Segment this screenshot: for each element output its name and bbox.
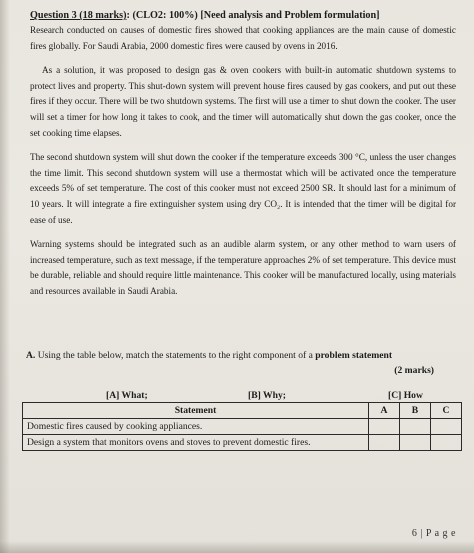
page-shadow-left xyxy=(0,0,10,553)
document-content xyxy=(20,8,456,451)
statement-cell: Domestic fires caused by cooking appliances. xyxy=(23,418,369,434)
statement-cell: Design a system that monitors ovens and stoves to prevent domestic fires. xyxy=(23,434,369,450)
page-shadow-bottom xyxy=(0,541,474,553)
question-outcome: : (CLO2: 100%) [Need analysis and Problem formulation] xyxy=(126,10,380,21)
option-a-header: A xyxy=(369,402,400,418)
section-a xyxy=(26,348,456,451)
answer-cell-a[interactable] xyxy=(369,418,400,434)
question-number: Question 3 (18 marks) xyxy=(30,10,127,21)
paragraph-warning: Warning systems should be integrated such as an audible alarm system, or any other method to warn users of increased temperature, such as text message, if the temperature approaches 2% of set temperature. This device must be durable, reliable and should require little maintenance. This cooker will be manufactured locally, using materials and resources available in Saudi Arabia. xyxy=(30,239,456,296)
table-row xyxy=(23,418,462,434)
statement-column-header: Statement xyxy=(23,402,369,418)
question-title xyxy=(30,8,456,23)
section-a-emphasis: problem statement xyxy=(315,349,393,361)
answer-cell-c[interactable] xyxy=(431,418,462,434)
header-what: [A] What; xyxy=(106,389,148,401)
option-b-header: B xyxy=(400,402,431,418)
paragraph-solution: As a solution, it was proposed to design gas & oven cookers with built-in automatic shutdown systems to protect lives and property. This shut-down system will prevent house fires caused by gas cookers, and put out these fires if they occur. There will be two shutdown systems. The first will use a timer to shut down the cooker. The user will set a timer for how long it takes to cook, and the timer will automatically shut down the gas cooker, once the set cooking time elapses. xyxy=(30,65,456,138)
answer-cell-b[interactable] xyxy=(400,434,431,450)
paragraph-research: Research conducted on causes of domestic fires showed that cooking appliances are the main cause of domestic fires globally. For Saudi Arabia, 2000 domestic fires were caused by ovens in 2016. xyxy=(30,25,456,51)
header-how: [C] How xyxy=(388,389,423,401)
table-row xyxy=(23,434,462,450)
section-a-marks: (2 marks) xyxy=(394,364,434,376)
answer-cell-c[interactable] xyxy=(431,434,462,450)
section-a-label: A. xyxy=(26,349,36,361)
paragraph-second-system: The second shutdown system will shut down the cooker if the temperature exceeds 300 °C, unless the user changes the time limit. This second shutdown system will use a thermostat which will be activated once the temperature exceeds 5% of set temperature. The cost of this cooker must not exceed 2500 SR. It should last for a minimum of 10 years. It will integrate a fire extinguisher system using dry CO₂. It is intended that the timer will be digital for ease of use. xyxy=(30,152,456,225)
answer-cell-b[interactable] xyxy=(400,418,431,434)
page-number: 6 | P a g e xyxy=(411,528,456,539)
column-headers xyxy=(26,386,456,402)
option-c-header: C xyxy=(431,402,462,418)
section-a-instruction: Using the table below, match the statements to the right component of a xyxy=(37,349,316,361)
answer-cell-a[interactable] xyxy=(369,434,400,450)
header-why: [B] Why; xyxy=(248,389,286,401)
problem-statement-table xyxy=(22,402,462,451)
table-header-row xyxy=(23,402,462,418)
